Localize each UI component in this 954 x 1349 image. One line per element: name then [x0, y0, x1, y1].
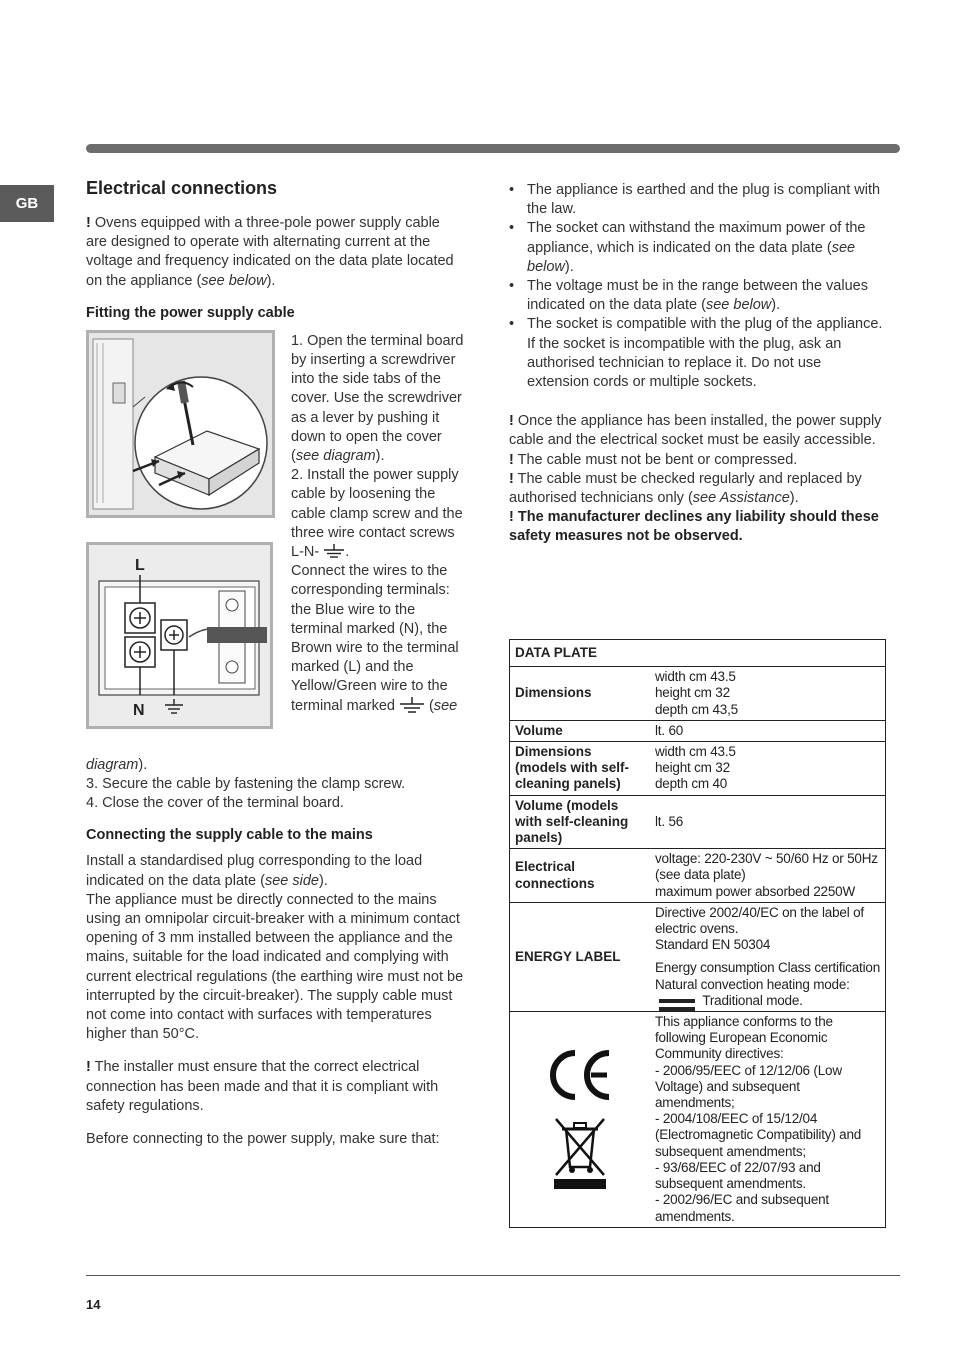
- neutral-terminal-label: N: [133, 701, 145, 719]
- list-item: • The socket can withstand the maximum power of the appliance, which is indicated on the data plate (see below).: [509, 219, 885, 277]
- section-title: Electrical connections: [86, 178, 278, 198]
- installer-note: ! The installer must ensure that the correct electrical connection has been made and that it is compliant with safety regulations.: [86, 1059, 439, 1114]
- energy-label-value: Directive 2002/40/EC on the label of electric ovens. Standard EN 50304 Energy consumption Class certification Natural convection heating mode: Traditional mode.: [650, 902, 886, 1011]
- liability-warning: ! The manufacturer declines any liability should these safety measures not be observed.: [509, 509, 879, 545]
- data-plate-header: DATA PLATE: [515, 645, 597, 660]
- fitting-steps-text: 1. Open the terminal board by inserting a screwdriver into the side tabs of the cover. Use the screwdriver as a lever by pushing it down to open the cover (see diagram). 2. Install the power supply cable by loosening the cable clamp screw and the three wire contact screws L-N- . Connect the wires to the corresponding terminals: the Blue wire to the terminal marked (N), the Brown wire to the terminal marked (L) and the Yellow/Green wire to the terminal marked (see: [291, 332, 464, 714]
- left-column: [86, 178, 464, 1149]
- mains-paragraph-breaker: The appliance must be directly connected to the mains using an omnipolar circuit-breaker with a minimum contact opening of 3 mm installed between the appliance and the mains, suitable for the load indicated and complying with current electrical regulations (the earthing wire must not be interrupted by the circuit-breaker). The supply cable must not come into contact with surfaces with temperatures higher than 50°C.: [86, 891, 464, 1043]
- terminal-cover-diagram: [86, 330, 275, 518]
- data-plate-table: [509, 639, 886, 1228]
- before-connecting: Before connecting to the power supply, make sure that:: [86, 1131, 440, 1148]
- volume-self-cleaning-label: Volume (models with self-cleaning panels): [510, 795, 651, 849]
- right-column: [509, 181, 885, 547]
- fitting-heading: Fitting the power supply cable: [86, 304, 295, 321]
- fitting-figures: [86, 330, 464, 777]
- energy-class-bars-icon: [659, 999, 695, 1003]
- table-row: [510, 1012, 886, 1228]
- volume-self-cleaning-value: lt. 56: [650, 795, 886, 849]
- table-row: [510, 667, 886, 721]
- intro-paragraph: ! Ovens equipped with a three-pole power supply cable are designed to operate with alternating current at the voltage and frequency indicated on the data plate located on the appliance (see below).: [86, 215, 454, 289]
- electrical-connections-label: Electrical connections: [510, 849, 651, 903]
- electrical-connections-value: voltage: 220-230V ~ 50/60 Hz or 50Hz (see data plate) maximum power absorbed 2250W: [650, 849, 886, 903]
- table-row: [510, 640, 886, 667]
- header-bar: [86, 144, 900, 153]
- footer-rule: [86, 1275, 900, 1276]
- volume-value: lt. 60: [650, 720, 886, 741]
- page-number: 14: [86, 1297, 101, 1312]
- earth-symbol-icon: [323, 544, 345, 558]
- energy-label-label: ENERGY LABEL: [510, 902, 651, 1011]
- list-item: • The voltage must be in the range between the values indicated on the data plate (see below).: [509, 277, 885, 315]
- table-row: [510, 742, 886, 796]
- terminal-board-diagram: [86, 542, 273, 729]
- note-checked: ! The cable must be checked regularly and replaced by authorised technicians only (see Assistance).: [509, 470, 862, 507]
- dimensions-self-cleaning-value: width cm 43.5 height cm 32 depth cm 40: [650, 742, 886, 796]
- live-terminal-label: L: [135, 556, 145, 574]
- table-row: [510, 795, 886, 849]
- earth-symbol-icon: [399, 697, 425, 713]
- checklist: [509, 181, 885, 392]
- dimensions-value: width cm 43.5 height cm 32 depth cm 43,5: [650, 667, 886, 721]
- marks-cell: [510, 1012, 651, 1228]
- fitting-steps-continued: diagram). 3. Secure the cable by fastening the clamp screw. 4. Close the cover of the terminal board.: [86, 756, 406, 812]
- list-item: • The appliance is earthed and the plug is compliant with the law.: [509, 181, 885, 219]
- terminal-board-illustration: [89, 545, 270, 726]
- table-row: [510, 902, 886, 1011]
- list-item: • The socket is compatible with the plug of the appliance. If the socket is incompatible with the plug, ask an authorised technician to replace it. Do not use extension cords or multiple sockets.: [509, 315, 885, 392]
- conformity-value: This appliance conforms to the following European Economic Community directives: - 2006/95/EEC of 12/12/06 (Low Voltage) and subsequent amendments; - 2004/108/EEC of 15/12/04 (Electromagnetic Compatibility) and subsequent amendments; - 93/68/EEC of 22/07/93 and subsequent amendments. - 2002/96/EC and subsequent amendments.: [650, 1012, 886, 1228]
- terminal-cover-illustration: [89, 333, 272, 515]
- table-row: [510, 720, 886, 741]
- weee-bin-icon: [552, 1115, 608, 1191]
- note-not-bent: ! The cable must not be bent or compressed.: [509, 451, 798, 468]
- volume-label: Volume: [510, 720, 651, 741]
- mains-heading: Connecting the supply cable to the mains: [86, 827, 373, 844]
- ce-mark-icon: [545, 1047, 615, 1103]
- mains-paragraph-plug: Install a standardised plug corresponding to the load indicated on the data plate (see side).: [86, 853, 423, 889]
- language-tab-label: GB: [15, 195, 39, 212]
- note-accessible: ! Once the appliance has been installed, the power supply cable and the electrical socket must be easily accessible.: [509, 413, 882, 449]
- dimensions-self-cleaning-label: Dimensions (models with self-cleaning panels): [510, 742, 651, 796]
- language-tab: [0, 185, 54, 222]
- table-row: [510, 849, 886, 903]
- dimensions-label: Dimensions: [510, 667, 651, 721]
